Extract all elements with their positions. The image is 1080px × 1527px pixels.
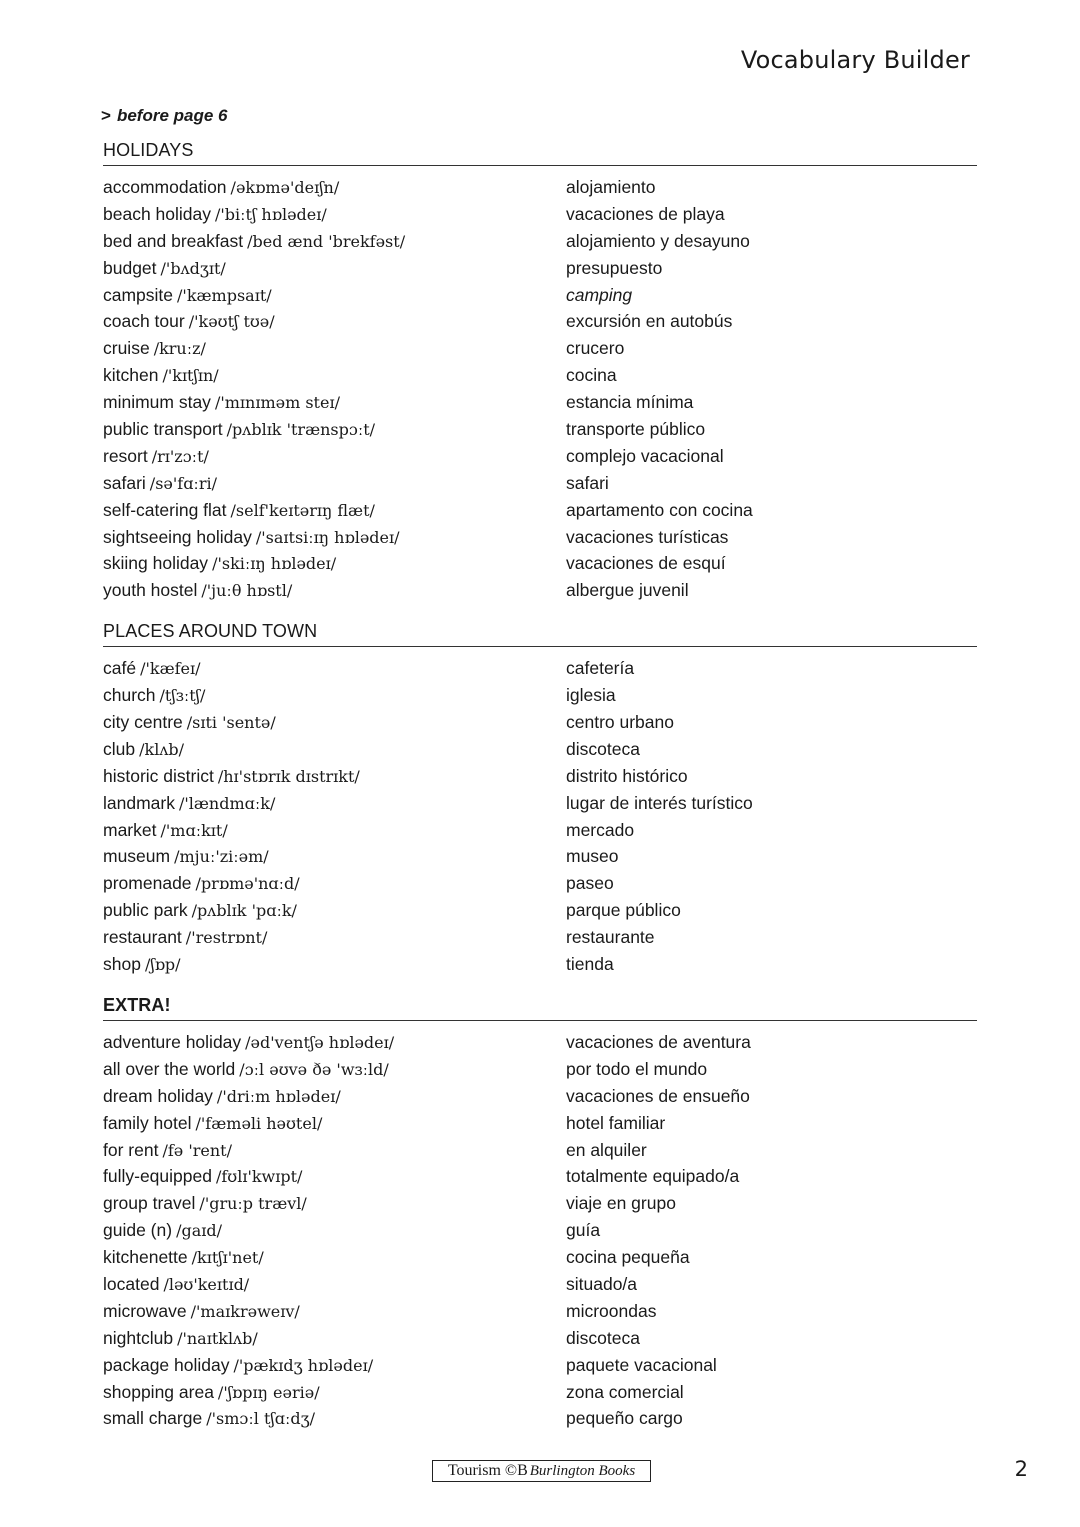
vocab-entry [103, 308, 977, 335]
vocab-phonetic: /self'keɪtərɪŋ flæt/ [230, 500, 375, 520]
vocab-term-cell [103, 1352, 566, 1379]
vocab-translation: totalmente equipado/a [566, 1166, 740, 1187]
vocab-word: nightclub [103, 1327, 174, 1348]
vocab-term-cell [103, 1298, 566, 1325]
vocab-phonetic: /fʊlɪ'kwɪpt/ [215, 1167, 303, 1187]
vocab-term-cell [103, 335, 566, 362]
vocab-word: public transport [103, 419, 223, 440]
vocab-entry [103, 416, 977, 443]
vocab-word: budget [103, 257, 157, 278]
vocab-word: bed and breakfast [103, 230, 244, 251]
vocab-entry [103, 389, 977, 416]
vocab-translation: discoteca [566, 1327, 640, 1348]
vocab-entry [103, 1056, 977, 1083]
vocab-phonetic: /'kəʊtʃ tʊə/ [188, 312, 275, 332]
vocab-term-cell [103, 817, 566, 844]
vocab-word: guide (n) [103, 1220, 173, 1241]
vocab-phonetic: /hɪ'stɒrɪk dɪstrɪkt/ [217, 766, 360, 786]
vocab-word: youth hostel [103, 580, 198, 601]
vocab-phonetic: /pʌblɪk 'pɑːk/ [191, 901, 297, 921]
footer-publisher: Burlington Books [529, 1462, 636, 1479]
vocab-phonetic: /'mɑːkɪt/ [160, 820, 228, 840]
vocab-word: small charge [103, 1408, 203, 1429]
vocab-word: resort [103, 445, 148, 466]
vocab-entry [103, 497, 977, 524]
vocab-entry [103, 1352, 977, 1379]
vocab-phonetic: /'driːm hɒlədeɪ/ [216, 1086, 341, 1106]
vocab-entry [103, 951, 977, 978]
vocab-phonetic: /'kɪtʃɪn/ [162, 366, 219, 386]
vocab-translation: cocina pequeña [566, 1247, 690, 1268]
vocab-entry [103, 255, 977, 282]
vocab-entry [103, 228, 977, 255]
vocab-entry [103, 1137, 977, 1164]
vocab-term-cell [103, 1190, 566, 1217]
vocab-translation: estancia mínima [566, 392, 694, 413]
vocab-term-cell [103, 308, 566, 335]
vocab-word: safari [103, 472, 146, 493]
vocab-word: minimum stay [103, 392, 211, 413]
vocab-term-cell [103, 655, 566, 682]
vocab-word: beach holiday [103, 203, 211, 224]
vocab-phonetic: /'maɪkrəweɪv/ [190, 1301, 300, 1321]
vocab-phonetic: /'smɔːl tʃɑːdʒ/ [206, 1409, 316, 1429]
section-heading: PLACES AROUND TOWN [103, 618, 977, 647]
vocab-phonetic: /'kæmpsaɪt/ [177, 285, 272, 305]
vocab-term-cell [103, 1271, 566, 1298]
vocab-translation: centro urbano [566, 712, 674, 733]
vocab-phonetic: /sɪti 'sentə/ [186, 713, 276, 733]
vocab-entry [103, 1244, 977, 1271]
vocab-term-cell [103, 1083, 566, 1110]
vocab-translation: mercado [566, 819, 635, 840]
vocab-term-cell [103, 843, 566, 870]
vocab-translation: vacaciones de aventura [566, 1031, 751, 1052]
vocab-term-cell [103, 416, 566, 443]
vocab-entry [103, 524, 977, 551]
vocab-phonetic: /ləʊ'keɪtɪd/ [163, 1274, 250, 1294]
vocab-phonetic: /'biːtʃ hɒlədeɪ/ [215, 204, 327, 224]
vocab-word: family hotel [103, 1112, 192, 1133]
vocab-entry [103, 1325, 977, 1352]
vocab-translation: paquete vacacional [566, 1354, 717, 1375]
vocab-term-cell [103, 1325, 566, 1352]
vocab-translation: albergue juvenil [566, 580, 689, 601]
vocab-term-cell [103, 1405, 566, 1432]
vocab-entry [103, 577, 977, 604]
page-title: Vocabulary Builder [740, 46, 970, 74]
vocab-term-cell [103, 174, 566, 201]
vocab-word: self-catering flat [103, 499, 227, 520]
vocab-term-cell [103, 201, 566, 228]
publisher-logo: B [517, 1462, 528, 1479]
vocab-term-cell [103, 790, 566, 817]
vocab-term-cell [103, 497, 566, 524]
vocab-entry [103, 1163, 977, 1190]
footer-book-title: Tourism [447, 1462, 501, 1479]
vocab-entry [103, 843, 977, 870]
vocab-translation: zona comercial [566, 1381, 684, 1402]
vocab-phonetic: /'juːθ hɒstl/ [201, 581, 293, 601]
vocab-word: dream holiday [103, 1085, 213, 1106]
section-heading: EXTRA! [103, 992, 977, 1021]
vocab-word: city centre [103, 712, 183, 733]
vocab-translation: hotel familiar [566, 1112, 666, 1133]
vocab-term-cell [103, 1217, 566, 1244]
vocab-phonetic: /bed ænd 'brekfəst/ [247, 231, 406, 251]
vocab-translation: transporte público [566, 419, 706, 440]
vocab-term-cell [103, 870, 566, 897]
vocab-entry [103, 1083, 977, 1110]
vocab-section [103, 618, 977, 978]
vocab-term-cell [103, 255, 566, 282]
vocab-entry [103, 443, 977, 470]
vocab-entry [103, 790, 977, 817]
vocab-entry [103, 1190, 977, 1217]
vocab-entry [103, 655, 977, 682]
vocab-translation: parque público [566, 900, 681, 921]
vocab-entry [103, 682, 977, 709]
vocab-term-cell [103, 1244, 566, 1271]
vocab-term-cell [103, 282, 566, 309]
vocab-translation: tienda [566, 954, 614, 975]
vocab-phonetic: /kɪtʃɪ'net/ [191, 1248, 264, 1268]
vocab-entry [103, 1298, 977, 1325]
vocab-term-cell [103, 470, 566, 497]
vocab-translation: vacaciones de esquí [566, 553, 726, 574]
vocab-translation: situado/a [566, 1273, 638, 1294]
vocab-term-cell [103, 362, 566, 389]
vocab-phonetic: /fə 'rent/ [162, 1140, 232, 1160]
vocab-term-cell [103, 443, 566, 470]
vocab-phonetic: /'saɪtsiːɪŋ hɒlədeɪ/ [255, 527, 400, 547]
vocab-translation: pequeño cargo [566, 1408, 683, 1429]
vocab-term-cell [103, 228, 566, 255]
vocab-entry [103, 763, 977, 790]
vocab-term-cell [103, 763, 566, 790]
vocab-phonetic: /kruːz/ [153, 339, 206, 359]
vocab-phonetic: /ʃɒp/ [144, 955, 181, 975]
vocab-word: campsite [103, 284, 174, 305]
vocab-phonetic: /klʌb/ [139, 739, 184, 759]
vocab-entry [103, 1405, 977, 1432]
vocab-phonetic: /prɒmə'nɑːd/ [195, 874, 300, 894]
vocab-translation: restaurante [566, 927, 655, 948]
vocab-translation: museo [566, 846, 619, 867]
vocab-word: located [103, 1273, 160, 1294]
vocab-word: museum [103, 846, 171, 867]
page-number: 2 [1014, 1457, 1028, 1481]
vocab-phonetic: /ɔːl əʊvə ðə 'wɜːld/ [239, 1059, 389, 1079]
vocab-word: kitchen [103, 365, 159, 386]
vocab-translation: cafetería [566, 658, 635, 679]
vocab-word: café [103, 658, 137, 679]
vocab-translation: distrito histórico [566, 765, 688, 786]
vocab-word: all over the world [103, 1058, 236, 1079]
vocab-phonetic: /'ʃɒpɪŋ eəriə/ [217, 1382, 320, 1402]
vocab-entry [103, 870, 977, 897]
vocab-entry [103, 550, 977, 577]
vocab-phonetic: /pʌblɪk 'trænspɔːt/ [226, 420, 376, 440]
vocab-entry [103, 924, 977, 951]
vocab-term-cell [103, 951, 566, 978]
vocab-word: for rent [103, 1139, 159, 1160]
vocab-word: public park [103, 900, 188, 921]
vocab-word: church [103, 685, 156, 706]
vocab-phonetic: /'mɪnɪməm steɪ/ [214, 393, 340, 413]
vocab-term-cell [103, 1056, 566, 1083]
vocab-translation: alojamiento [566, 177, 656, 197]
vocab-word: kitchenette [103, 1247, 188, 1268]
vocab-term-cell [103, 1379, 566, 1406]
vocab-translation: safari [566, 472, 609, 493]
vocab-translation: vacaciones de ensueño [566, 1085, 750, 1106]
vocab-entry [103, 736, 977, 763]
vocab-word: microwave [103, 1300, 187, 1321]
vocab-translation: discoteca [566, 738, 640, 759]
vocab-translation: cocina [566, 365, 617, 386]
vocab-entry [103, 201, 977, 228]
chevron-right-icon: > [101, 106, 111, 125]
vocab-phonetic: /'lændmɑːk/ [178, 793, 276, 813]
vocab-term-cell [103, 1137, 566, 1164]
vocab-phonetic: /gaɪd/ [176, 1221, 222, 1241]
vocab-phonetic: /'restrɒnt/ [185, 928, 268, 948]
vocab-translation: paseo [566, 873, 614, 894]
vocab-entry [103, 1110, 977, 1137]
vocab-phonetic: /'pækɪdʒ hɒlədeɪ/ [233, 1355, 374, 1375]
vocab-phonetic: /sə'fɑːri/ [149, 473, 217, 493]
vocab-translation: vacaciones turísticas [566, 526, 729, 547]
vocab-phonetic: /rɪ'zɔːt/ [151, 446, 209, 466]
vocab-term-cell [103, 736, 566, 763]
vocab-entry [103, 817, 977, 844]
vocab-translation: en alquiler [566, 1139, 647, 1160]
vocab-word: promenade [103, 873, 192, 894]
vocab-section [103, 137, 977, 604]
vocab-word: landmark [103, 792, 175, 813]
vocab-word: skiing holiday [103, 553, 209, 574]
vocab-translation: guía [566, 1220, 601, 1241]
vocab-word: restaurant [103, 927, 182, 948]
vocab-translation: complejo vacacional [566, 445, 724, 466]
vocab-term-cell [103, 1163, 566, 1190]
vocab-entry [103, 897, 977, 924]
subsection-text: before page 6 [116, 106, 228, 125]
vocab-word: shop [103, 954, 141, 975]
vocab-phonetic: /'kæfeɪ/ [140, 659, 201, 679]
footer-copyright: © [504, 1462, 518, 1479]
vocab-term-cell [103, 1029, 566, 1056]
vocab-term-cell [103, 524, 566, 551]
vocab-word: cruise [103, 338, 150, 359]
vocab-phonetic: /'fæməli həʊtel/ [195, 1113, 323, 1133]
footer-credit [432, 1460, 651, 1482]
vocab-term-cell [103, 709, 566, 736]
vocab-word: historic district [103, 765, 214, 786]
vocab-word: accommodation [103, 177, 227, 197]
vocab-translation: presupuesto [566, 257, 663, 278]
vocab-entry [103, 1029, 977, 1056]
vocab-section [103, 992, 977, 1432]
vocab-entry [103, 335, 977, 362]
vocab-term-cell [103, 897, 566, 924]
vocabulary-content [103, 103, 977, 1432]
vocab-term-cell [103, 924, 566, 951]
vocab-phonetic: /'gruːp trævl/ [199, 1194, 307, 1214]
vocab-word: package holiday [103, 1354, 230, 1375]
vocab-phonetic: /'skiːɪŋ hɒlədeɪ/ [212, 554, 337, 574]
vocab-entry [103, 709, 977, 736]
vocab-translation: excursión en autobús [566, 311, 733, 332]
vocab-term-cell [103, 389, 566, 416]
vocab-term-cell [103, 550, 566, 577]
subsection-label [103, 103, 977, 129]
vocab-term-cell [103, 1110, 566, 1137]
vocab-entry [103, 282, 977, 309]
vocab-translation: iglesia [566, 685, 616, 706]
vocab-translation: alojamiento y desayuno [566, 230, 750, 251]
vocab-word: sightseeing holiday [103, 526, 252, 547]
vocab-entry [103, 470, 977, 497]
vocab-entry [103, 362, 977, 389]
vocab-translation: lugar de interés turístico [566, 792, 753, 813]
sections-container [103, 137, 977, 1432]
vocab-translation: camping [566, 284, 633, 305]
vocab-entry [103, 1379, 977, 1406]
vocab-phonetic: /'naɪtklʌb/ [177, 1328, 258, 1348]
vocab-word: group travel [103, 1193, 196, 1214]
vocab-translation: microondas [566, 1300, 657, 1321]
vocab-word: fully-equipped [103, 1166, 212, 1187]
vocab-translation: vacaciones de playa [566, 203, 725, 224]
vocab-phonetic: /tʃɜːtʃ/ [159, 686, 206, 706]
vocab-term-cell [103, 577, 566, 604]
section-heading: HOLIDAYS [103, 137, 977, 166]
vocab-word: adventure holiday [103, 1031, 242, 1052]
vocab-translation: apartamento con cocina [566, 499, 753, 520]
vocab-word: market [103, 819, 157, 840]
vocab-word: coach tour [103, 311, 185, 332]
vocab-term-cell [103, 682, 566, 709]
vocab-word: club [103, 738, 136, 759]
vocab-phonetic: /mjuː'ziːəm/ [174, 847, 269, 867]
vocab-phonetic: /əkɒmə'deɪʃn/ [230, 178, 340, 197]
vocab-translation: viaje en grupo [566, 1193, 676, 1214]
vocab-phonetic: /əd'ventʃə hɒlədeɪ/ [245, 1032, 395, 1052]
vocab-entry [103, 1271, 977, 1298]
vocab-translation: por todo el mundo [566, 1058, 708, 1079]
vocab-phonetic: /'bʌdʒɪt/ [160, 258, 226, 278]
vocab-word: shopping area [103, 1381, 214, 1402]
vocab-entry [103, 174, 977, 201]
vocab-entry [103, 1217, 977, 1244]
vocab-translation: crucero [566, 338, 625, 359]
